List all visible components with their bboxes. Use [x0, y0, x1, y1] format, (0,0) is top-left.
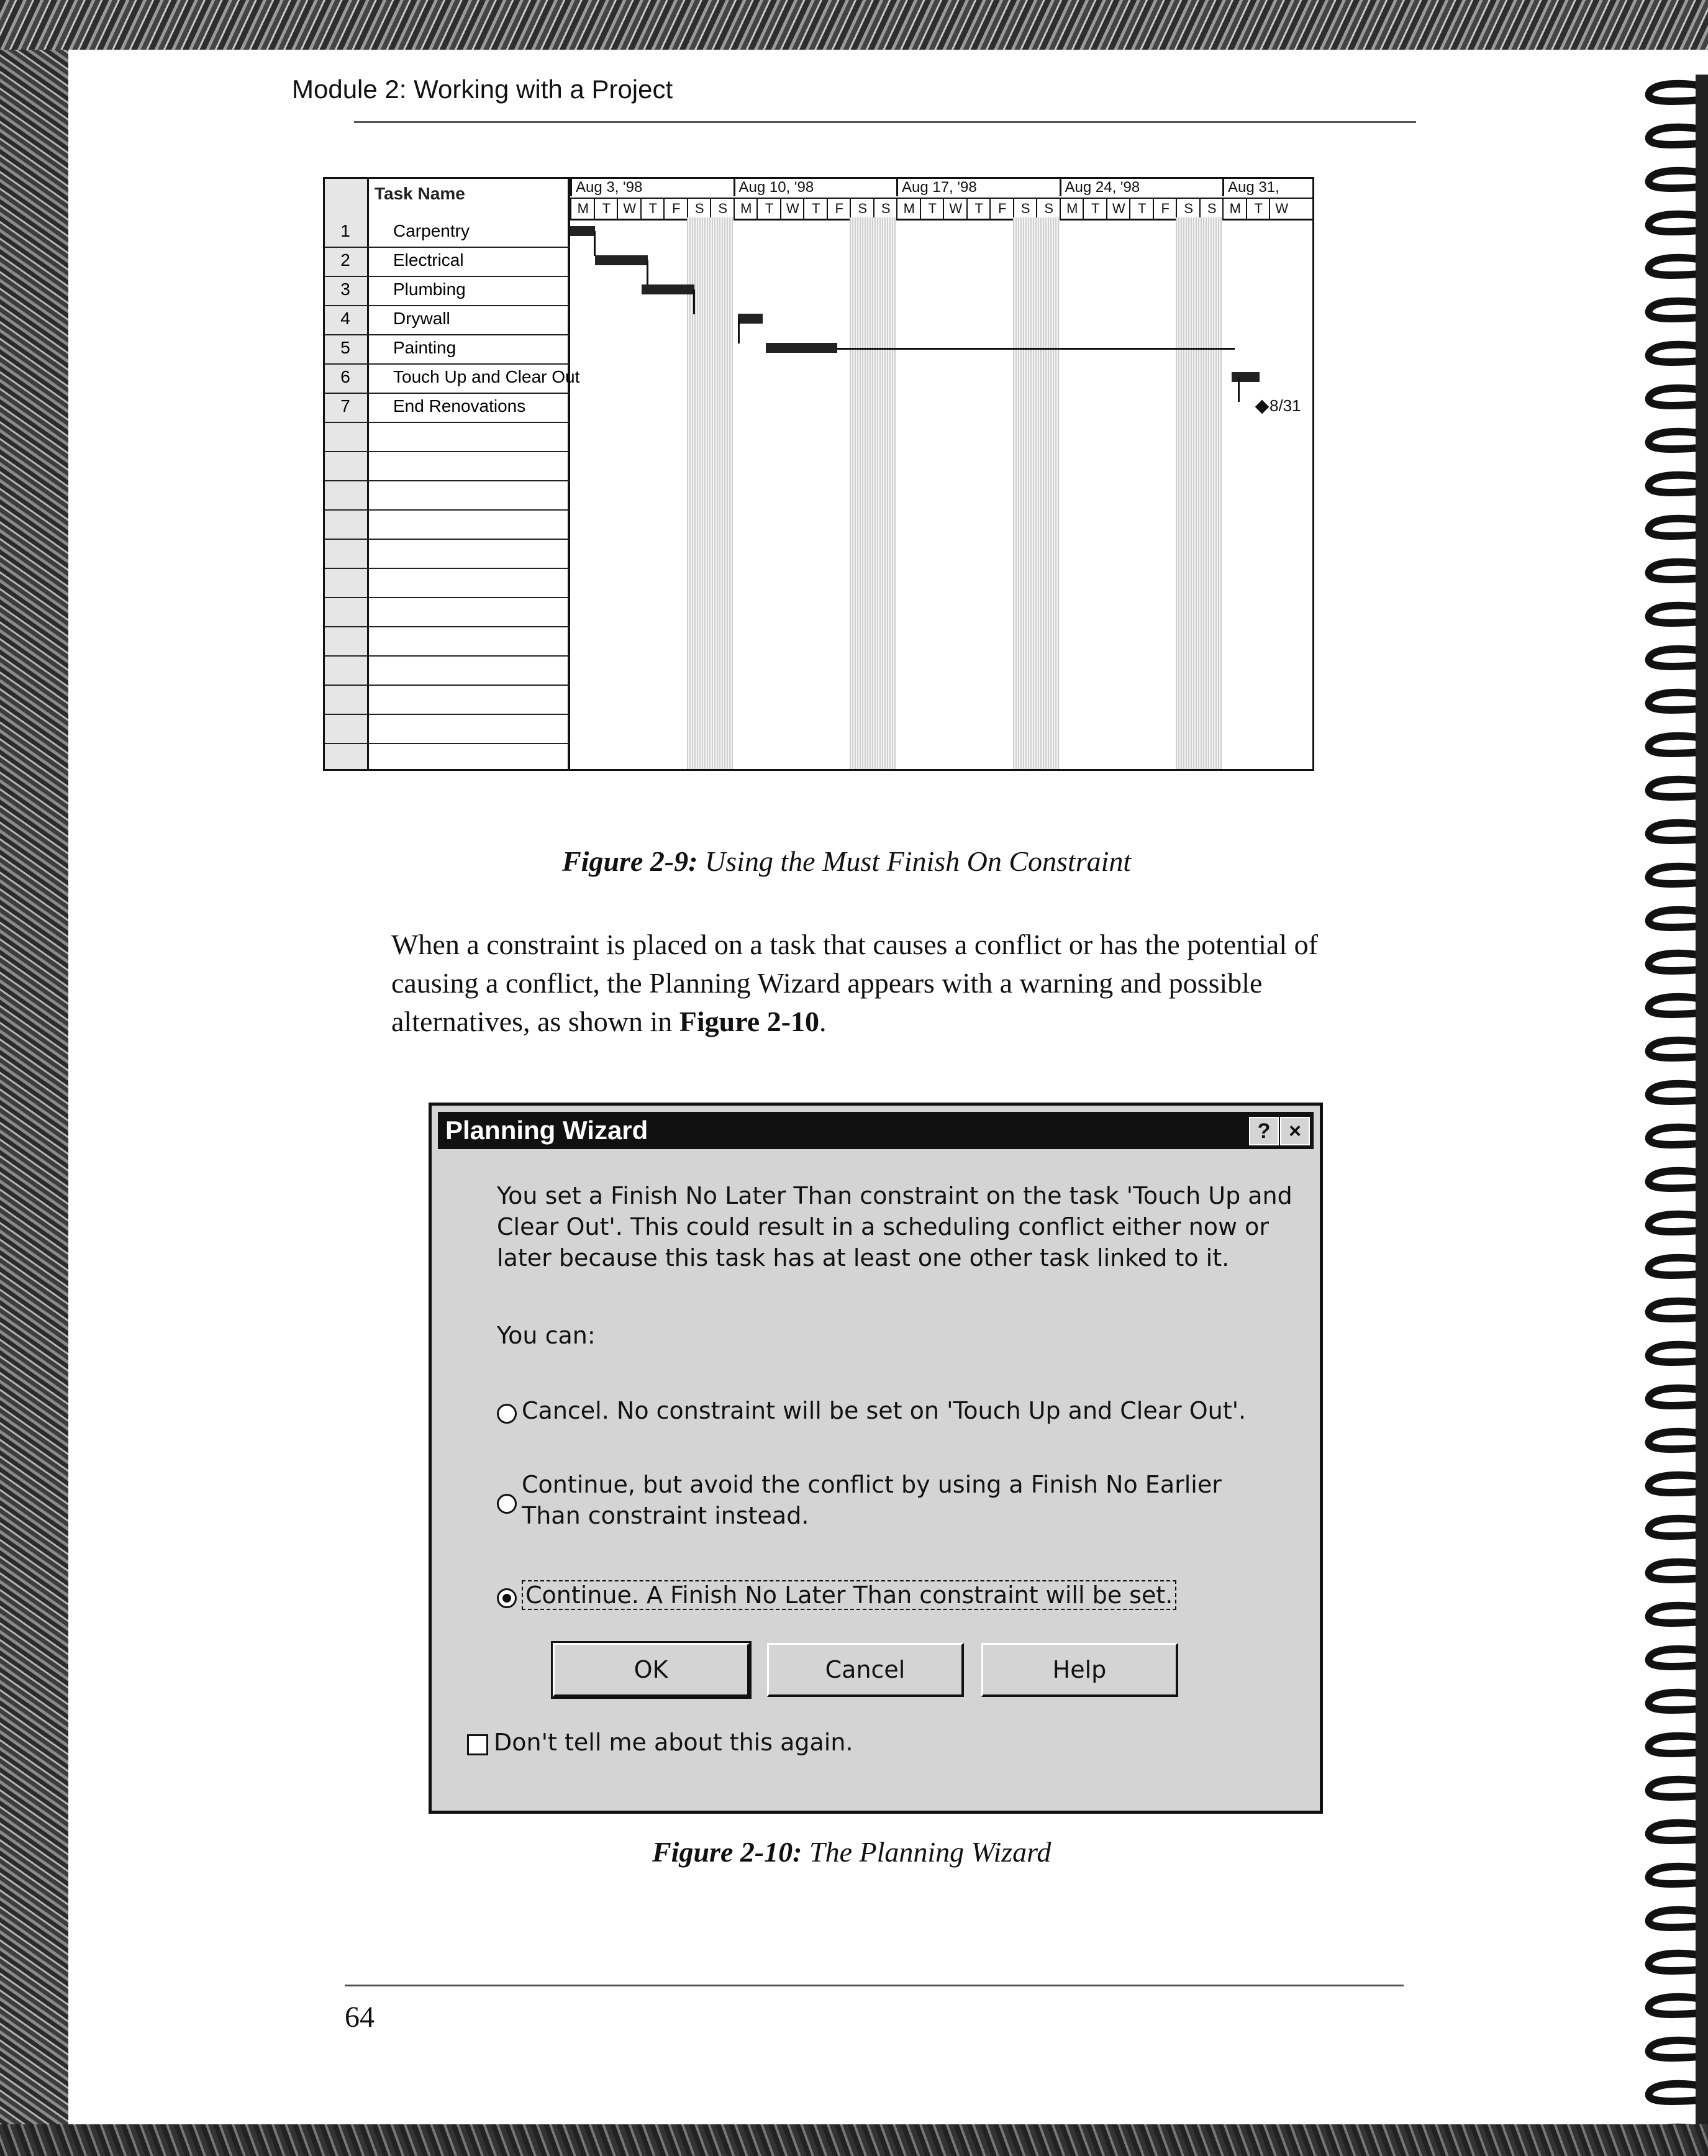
day-letter: S [1199, 199, 1224, 219]
dependency-link [594, 231, 596, 256]
help-button[interactable]: Help [981, 1643, 1178, 1697]
task-bar[interactable] [570, 226, 595, 236]
weekend-shading [850, 217, 896, 769]
dialog-titlebar [438, 1112, 1314, 1149]
task-row[interactable] [325, 685, 570, 715]
option-finish-no-earlier-line2[interactable]: Than constraint instead. [522, 1502, 809, 1529]
task-row[interactable] [325, 509, 570, 540]
task-id: 2 [340, 250, 350, 270]
day-letter: M [896, 199, 921, 219]
gantt-timeline [570, 179, 1312, 769]
header-rule [354, 121, 1416, 123]
dont-tell-checkbox[interactable] [467, 1734, 488, 1755]
task-id: 3 [340, 280, 350, 299]
weekend-shading [1013, 217, 1060, 769]
weekend-shading [1176, 217, 1222, 769]
figure-2-10-label: Figure 2-10: [652, 1836, 802, 1868]
day-letter: S [710, 199, 735, 219]
option-continue-radio[interactable] [497, 1588, 517, 1608]
task-row[interactable] [325, 480, 570, 511]
dialog-title: Planning Wizard [445, 1116, 648, 1145]
footer-rule [345, 1985, 1404, 1986]
option-cancel-radio[interactable] [497, 1404, 517, 1424]
day-letter: F [1153, 199, 1178, 219]
task-name: Painting [393, 338, 457, 357]
task-row[interactable] [325, 568, 570, 598]
day-letter: T [966, 199, 991, 219]
task-bar[interactable] [766, 343, 837, 353]
day-letter: T [640, 199, 665, 219]
task-name: Carpentry [393, 221, 470, 240]
option-continue-label[interactable] [522, 1580, 1176, 1611]
body-text-end: . [819, 1006, 827, 1037]
day-letter: T [756, 199, 781, 219]
gantt-chart [323, 177, 1314, 771]
task-name: Drywall [393, 309, 450, 328]
day-letter: F [989, 199, 1014, 219]
task-row[interactable] [325, 363, 580, 394]
task-id: 6 [340, 367, 350, 386]
dependency-link [738, 319, 740, 343]
dont-tell-label[interactable]: Don't tell me about this again. [494, 1729, 853, 1756]
task-row[interactable] [325, 597, 570, 627]
week-label: Aug 31, [1222, 179, 1279, 196]
task-name: Electrical [393, 250, 464, 270]
ok-button[interactable]: OK [553, 1643, 750, 1697]
body-text: When a constraint is placed on a task that causes a conflict or has the potential of causing a conflict, the Planning Wizard appears with a warning and possible alternatives, as shown in [391, 929, 1318, 1037]
task-id: 7 [340, 396, 350, 416]
week-label: Aug 24, '98 [1060, 179, 1140, 196]
task-bar[interactable] [738, 314, 763, 324]
running-header: Module 2: Working with a Project [292, 75, 673, 104]
task-id: 5 [340, 338, 350, 357]
day-letter: M [1222, 199, 1247, 219]
task-id: 1 [340, 221, 350, 240]
figure-2-10-text: The Planning Wizard [809, 1836, 1052, 1868]
day-letter: S [1013, 199, 1038, 219]
dependency-link [647, 260, 648, 285]
figure-2-9-label: Figure 2-9: [562, 845, 698, 877]
close-icon[interactable]: × [1280, 1117, 1310, 1145]
day-letter: S [850, 199, 874, 219]
task-row[interactable] [325, 247, 570, 277]
message-line-2: Clear Out'. This could result in a scheduling conflict either now or [497, 1213, 1270, 1240]
day-letter: F [663, 199, 688, 219]
spiral-binding [1615, 75, 1708, 2124]
day-letter: T [803, 199, 828, 219]
scan-edge-top [0, 0, 1708, 50]
task-row[interactable] [325, 655, 570, 686]
day-letter: S [687, 199, 712, 219]
task-row[interactable] [325, 539, 570, 569]
body-paragraph [391, 926, 1385, 1041]
day-letter: T [594, 199, 619, 219]
figure-reference: Figure 2-10 [679, 1006, 820, 1037]
day-letter: M [734, 199, 758, 219]
task-row[interactable] [325, 393, 570, 423]
day-letter: S [1036, 199, 1061, 219]
week-label: Aug 17, '98 [896, 179, 977, 196]
task-row[interactable] [325, 334, 570, 365]
dependency-link [693, 289, 695, 314]
task-name: End Renovations [393, 396, 526, 416]
task-name: Plumbing [393, 280, 466, 299]
day-letter: W [1269, 199, 1294, 219]
week-label: Aug 10, '98 [734, 179, 814, 196]
cancel-button[interactable]: Cancel [767, 1643, 964, 1697]
day-letter: W [943, 199, 968, 219]
task-name: Touch Up and Clear Out [393, 367, 580, 386]
figure-2-9-text: Using the Must Finish On Constraint [705, 845, 1132, 877]
task-row[interactable] [325, 217, 570, 248]
task-bar[interactable] [642, 284, 694, 294]
option-finish-no-earlier-radio[interactable] [497, 1494, 517, 1514]
dependency-link [837, 348, 1235, 350]
task-row[interactable] [325, 451, 570, 481]
figure-2-10-caption [652, 1835, 1051, 1868]
task-bar[interactable] [1232, 372, 1260, 382]
task-row[interactable] [325, 276, 570, 306]
task-row[interactable] [325, 422, 570, 452]
planning-wizard-dialog [429, 1103, 1323, 1814]
task-row[interactable] [325, 626, 570, 657]
day-letter: F [827, 199, 852, 219]
day-letter: T [1129, 199, 1154, 219]
option-continue-text[interactable]: Continue. A Finish No Later Than constraint will be set. [522, 1580, 1176, 1610]
day-letter: T [1083, 199, 1107, 219]
milestone-label: 8/31 [1270, 396, 1301, 415]
message-line-1: You set a Finish No Later Than constraint on the task 'Touch Up and [497, 1182, 1292, 1209]
day-letter: W [780, 199, 805, 219]
dependency-link [1238, 377, 1240, 402]
you-can-label: You can: [497, 1322, 596, 1349]
task-row[interactable] [325, 305, 570, 335]
scan-edge-left [0, 0, 68, 2156]
option-cancel-label[interactable]: Cancel. No constraint will be set on 'Touch Up and Clear Out'. [522, 1397, 1247, 1424]
help-title-button[interactable]: ? [1249, 1117, 1279, 1145]
day-letter: S [873, 199, 898, 219]
task-id: 4 [340, 309, 350, 328]
task-name-header: Task Name [375, 184, 465, 203]
day-letter: W [617, 199, 642, 219]
day-letter: T [920, 199, 945, 219]
day-letter: M [1060, 199, 1084, 219]
week-label: Aug 3, '98 [570, 179, 642, 196]
day-letter: M [570, 199, 595, 219]
message-line-3: later because this task has at least one other task linked to it. [497, 1244, 1230, 1271]
page-number: 64 [345, 2001, 375, 2034]
figure-2-9-caption [562, 845, 1131, 878]
task-bar[interactable] [595, 255, 648, 265]
milestone-diamond[interactable] [1255, 400, 1270, 414]
day-letter: W [1106, 199, 1131, 219]
option-finish-no-earlier-line1[interactable]: Continue, but avoid the conflict by using a Finish No Earlier [522, 1471, 1222, 1498]
day-letter: T [1246, 199, 1271, 219]
scan-edge-bottom [0, 2124, 1708, 2156]
task-row[interactable] [325, 714, 570, 744]
day-letter: S [1176, 199, 1201, 219]
